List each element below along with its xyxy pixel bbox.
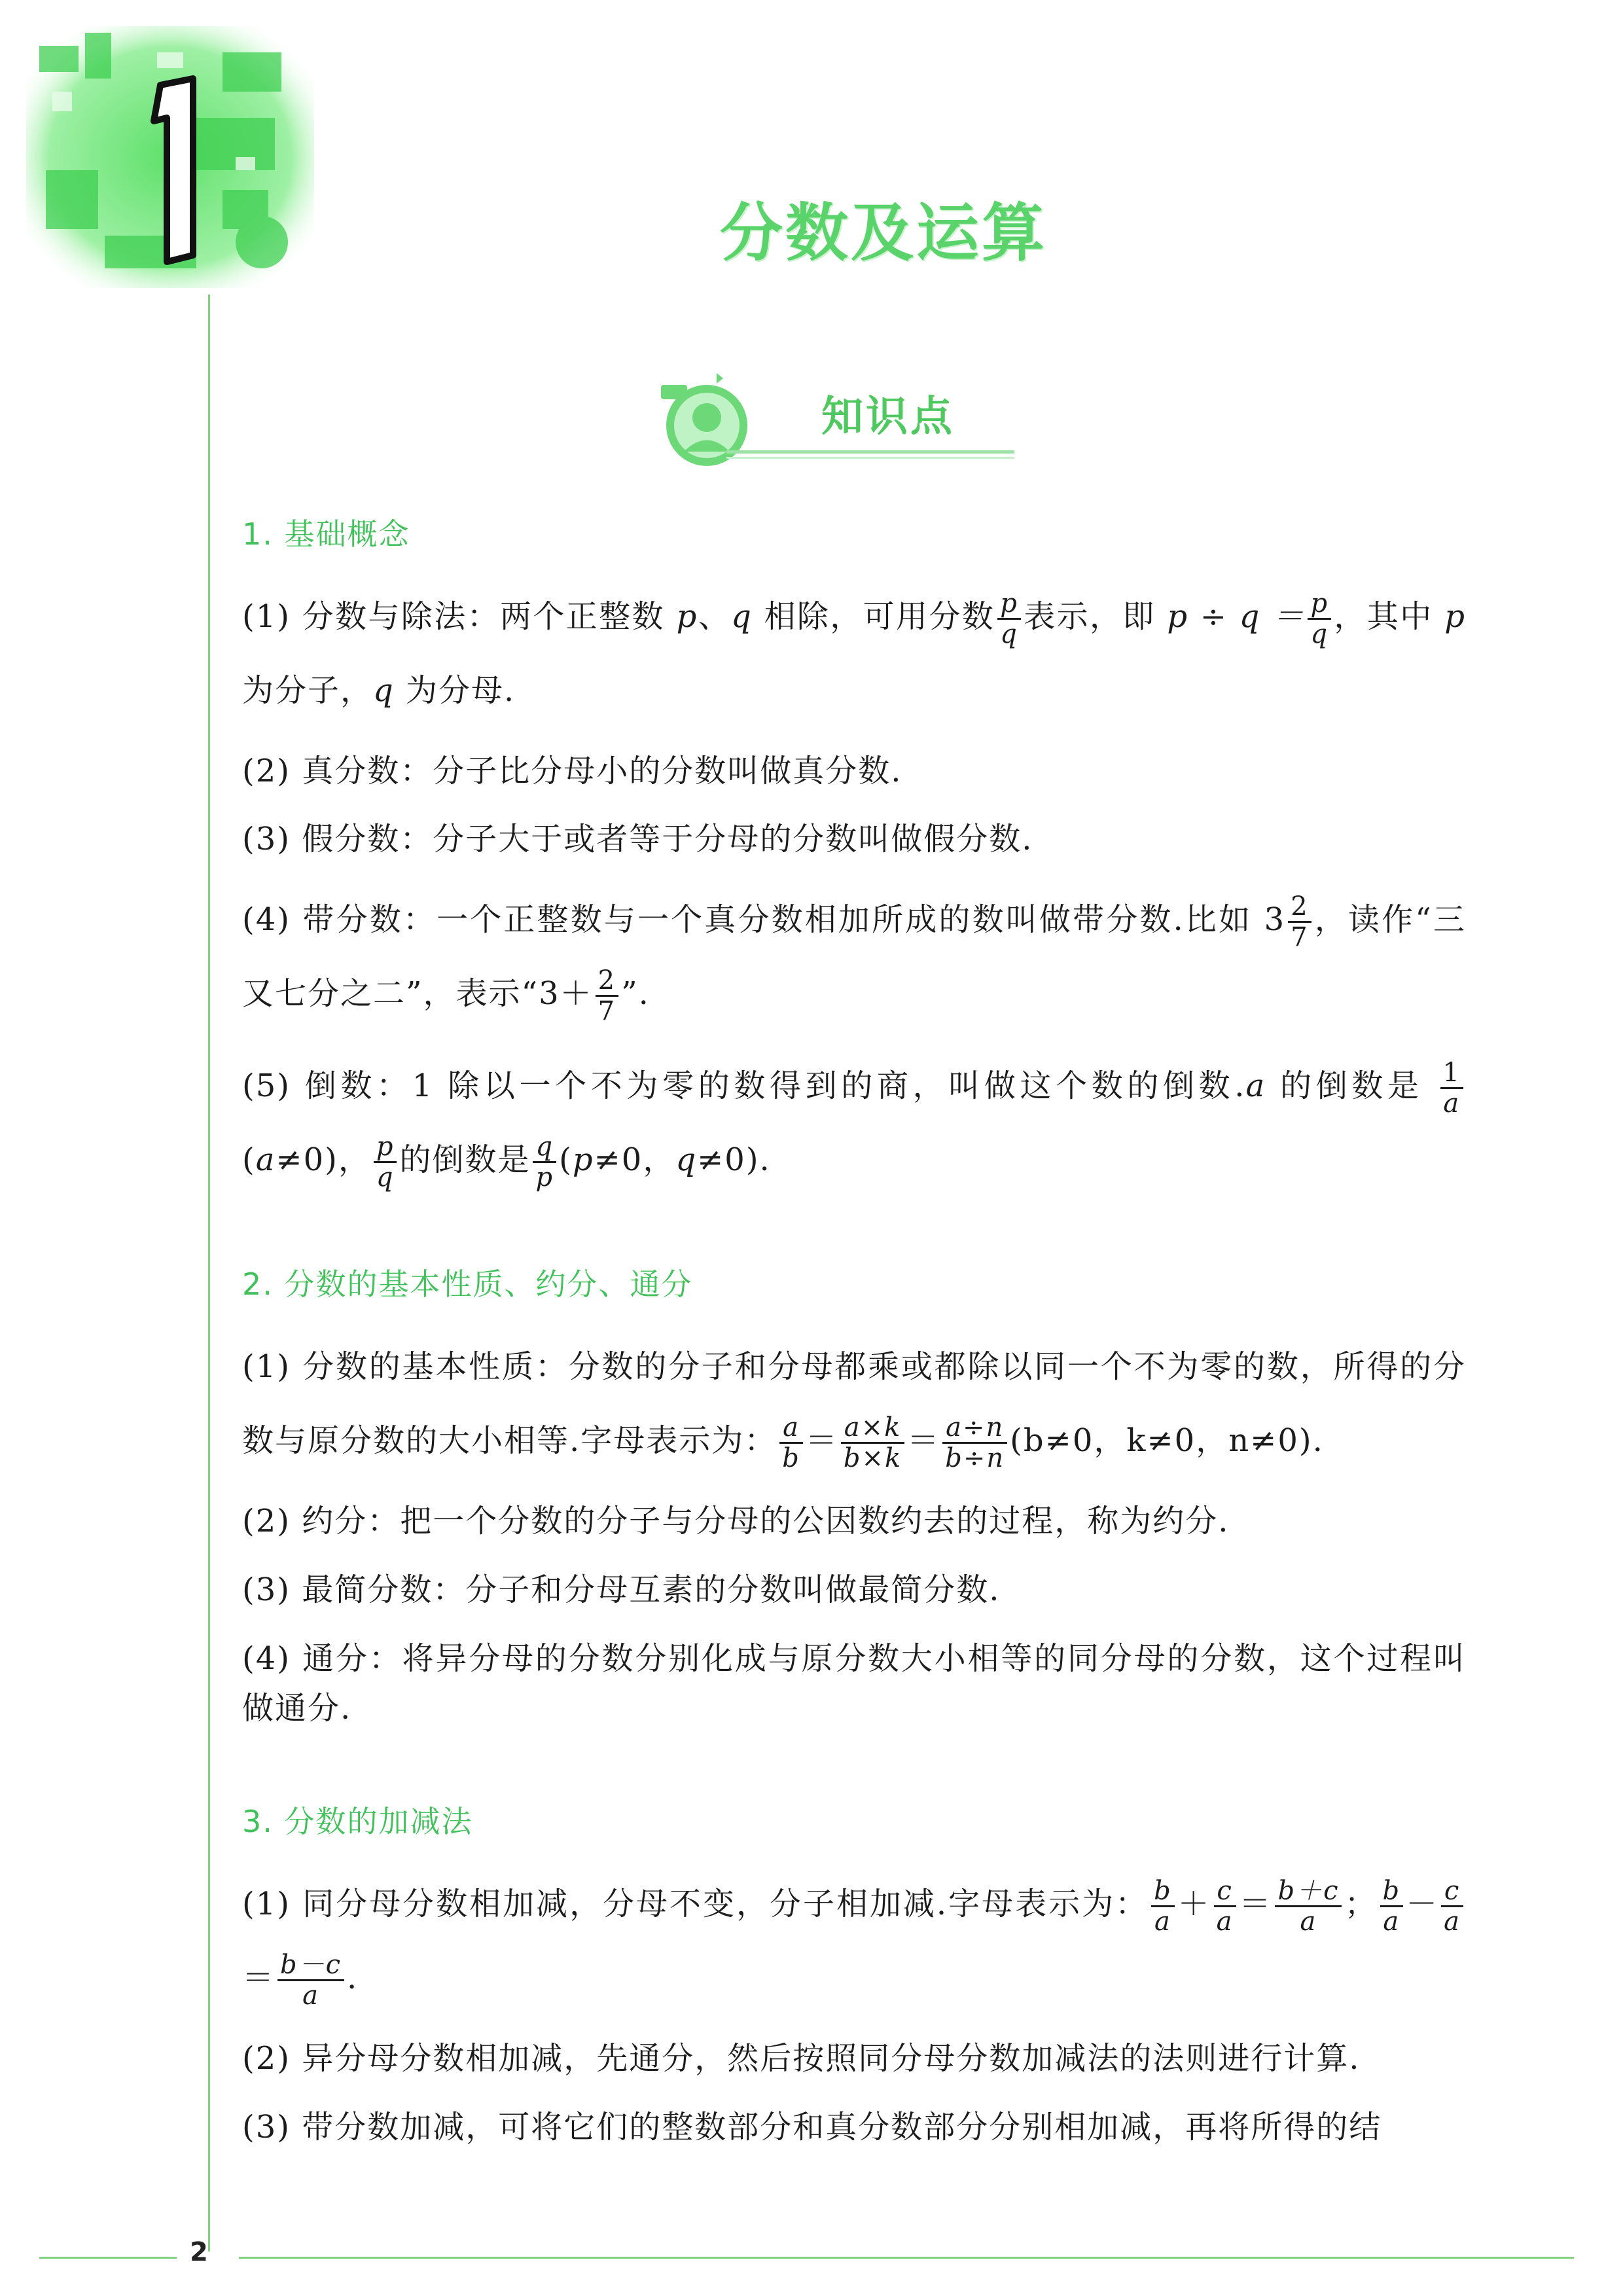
fraction-p-over-q: $\frac{p}{q}$ [997, 589, 1021, 649]
fraction-c-over-a: $\frac{c}{a}$ [1441, 1876, 1463, 1936]
fraction-1-over-a: $\frac{1}{a}$ [1440, 1058, 1463, 1118]
fraction-ak-over-bk: $\frac{a\times k}{b\times k}$ [841, 1413, 904, 1473]
fraction-bpc-over-a: $\frac{b+c}{a}$ [1275, 1876, 1342, 1936]
s1-para-5: (5) 倒数：1 除以一个不为零的数得到的商，叫做这个数的倒数.a 的倒数是 $\frac{1}{a}$ (a≠0)， $\frac{p}{q}$ 的倒数是 $\frac{q}{p}$ (p≠0，q≠0). [242, 1049, 1466, 1197]
s2-para-1: (1) 分数的基本性质：分数的分子和分母都乘或都除以同一个不为零的数，所得的分数与原分数的大小相等.字母表示为： $\frac{a}{b}$ ＝ $\frac{a\times k}{b\times k}$ ＝ $\frac{a\div n}{b\div n}$ (b≠0，k≠0，n≠0). [242, 1348, 1466, 1474]
s2-para-2: (2) 约分：把一个分数的分子与分母的公因数约去的过程，称为约分. [242, 1502, 1230, 1539]
s3-para-3: (3) 带分数加减，可将它们的整数部分和真分数部分分别相加减，再将所得的结 [242, 2108, 1382, 2145]
s3-para-2: (2) 异分母分数相加减，先通分，然后按照同分母分数加减法的法则进行计算. [242, 2039, 1361, 2077]
section-badge-label: 知识点 [821, 393, 955, 441]
fraction-bmc-over-a: $\frac{b-c}{a}$ [277, 1950, 344, 2010]
s1-para-1: (1) 分数与除法：两个正整数 p、q 相除，可用分数 $\frac{p}{q}$ 表示，即 p ÷ q ＝ $\frac{p}{q}$ ，其中 p 为分子，q 为分母. [242, 588, 1466, 709]
fraction-2-over-7: $\frac{2}{7}$ [1288, 892, 1311, 952]
fraction-q-over-p: $\frac{q}{p}$ [533, 1132, 556, 1192]
chapter-number-glyph [141, 72, 213, 268]
page-number: 2 [190, 2237, 208, 2267]
s1-para-2: (2) 真分数：分子比分母小的分数叫做真分数. [242, 752, 902, 789]
footer-rule-right [239, 2257, 1574, 2259]
fraction-b-over-a: $\frac{b}{a}$ [1151, 1876, 1175, 1936]
s2-para-4: (4) 通分：将异分母的分数分别化成与原分数大小相等的同分母的分数，这个过程叫做通分. [242, 1640, 1466, 1727]
footer-rule-left [39, 2257, 177, 2259]
fraction-c-over-a: $\frac{c}{a}$ [1214, 1876, 1236, 1936]
fraction-an-over-bn: $\frac{a\div n}{b\div n}$ [942, 1413, 1007, 1473]
left-margin-rule [208, 295, 210, 2251]
chapter-title: 分数及运算 [720, 196, 1047, 270]
fraction-p-over-q: $\frac{p}{q}$ [1308, 589, 1331, 649]
main-content [242, 511, 1466, 2170]
section-3-title: 3. 分数的加减法 [242, 1804, 473, 1840]
s1-para-3: (3) 假分数：分子大于或者等于分母的分数叫做假分数. [242, 821, 1033, 858]
fraction-2-over-7: $\frac{2}{7}$ [596, 966, 618, 1026]
fraction-p-over-q: $\frac{p}{q}$ [374, 1132, 397, 1192]
s3-para-1: (1) 同分母分数相加减，分母不变，分子相加减.字母表示为： $\frac{b}{a}$ ＋ $\frac{c}{a}$ ＝ $\frac{b+c}{a}$ ； $\frac{b}{a}$ － $\frac{c}{a}$ ＝ $\frac{b-c}{a}$ . [242, 1867, 1466, 2015]
section-2-title: 2. 分数的基本性质、约分、通分 [242, 1266, 693, 1302]
fraction-a-over-b: $\frac{a}{b}$ [779, 1413, 803, 1473]
fraction-b-over-a: $\frac{b}{a}$ [1380, 1876, 1404, 1936]
s1-para-4: (4) 带分数：一个正整数与一个真分数相加所成的数叫做带分数.比如 3 $\frac{2}{7}$ ，读作“三又七分之二”，表示“3＋ $\frac{2}{7}$ ”. [242, 891, 1467, 1026]
s2-para-3: (3) 最简分数：分子和分母互素的分数叫做最简分数. [242, 1571, 1001, 1608]
section-1-title: 1. 基础概念 [242, 516, 410, 552]
